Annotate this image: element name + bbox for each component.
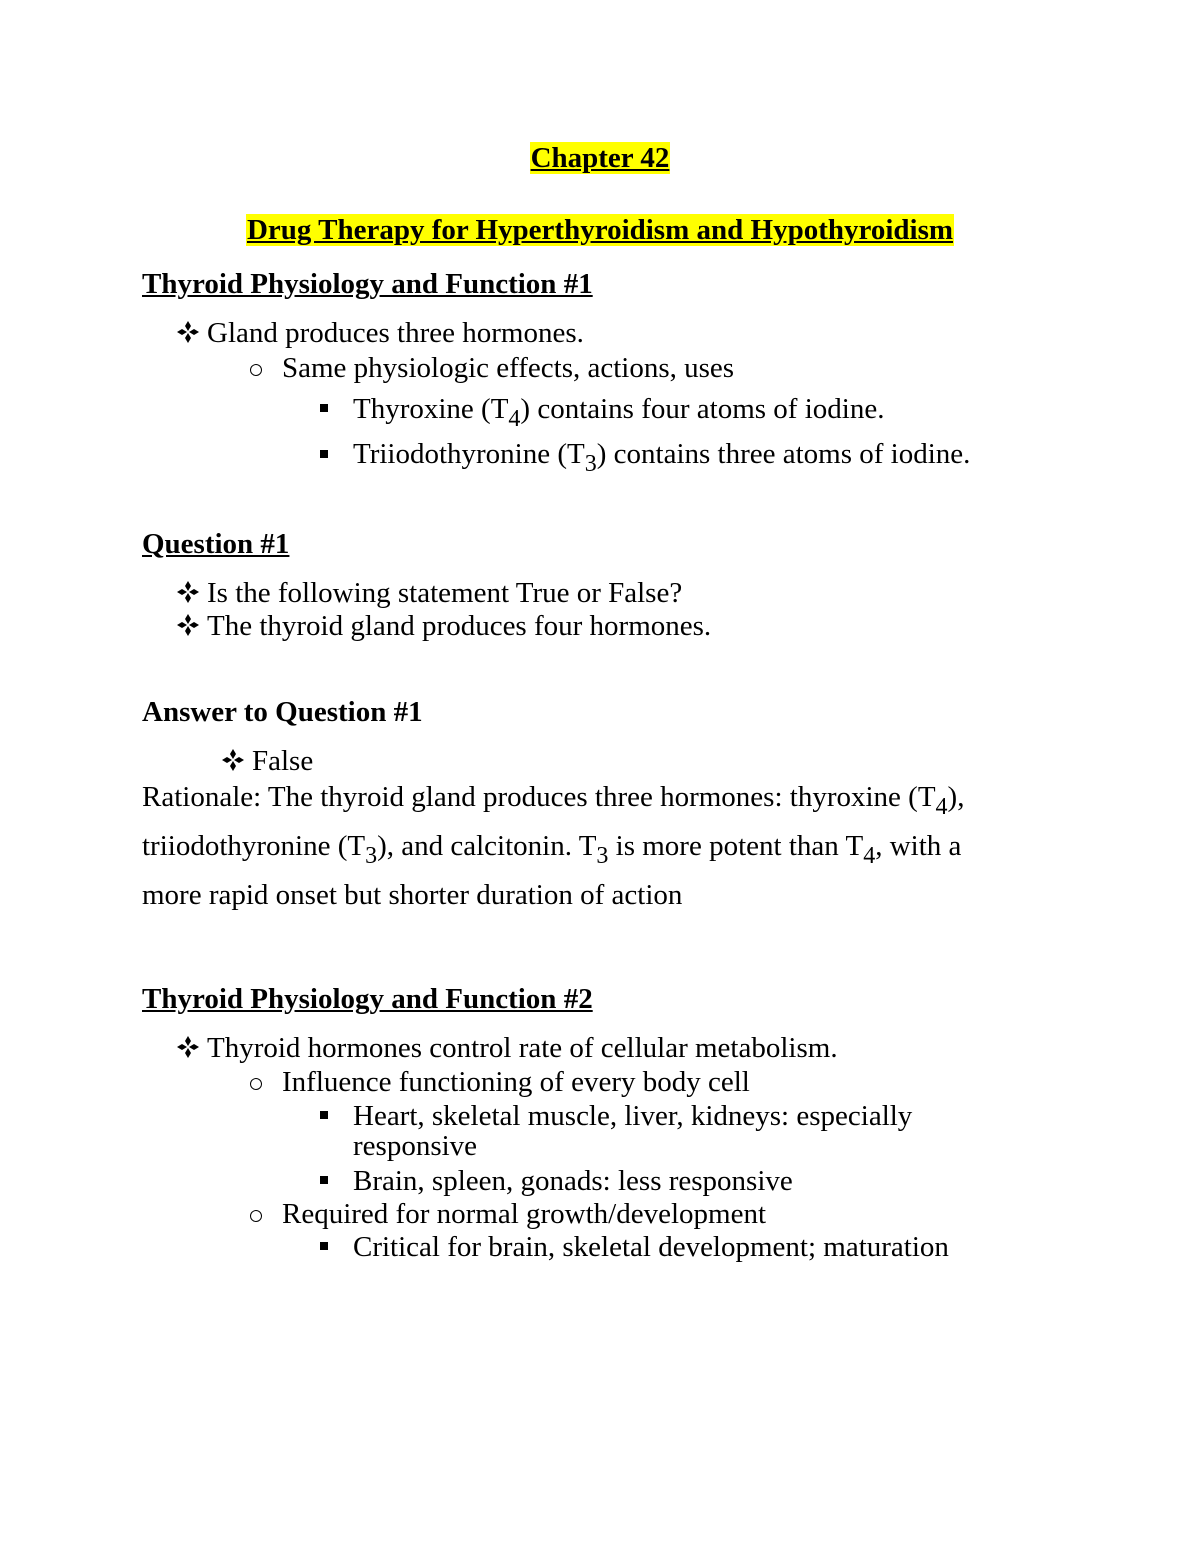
square-bullet-icon [320,1176,328,1184]
rationale-line3: more rapid onset but shorter duration of action [142,879,683,911]
document-subtitle [0,214,1200,247]
bullet-text: Thyroid hormones control rate of cellular metabolism. [207,1032,838,1064]
diamond-bullet-icon [177,614,199,636]
square-bullet-icon [320,450,328,458]
section2-heading: Thyroid Physiology and Function #2 [142,983,593,1015]
bullet-text: The thyroid gland produces four hormones. [207,610,712,642]
rationale-line1 [142,780,965,820]
circle-bullet-icon [250,1210,262,1222]
section2-bullet1 [177,1031,838,1065]
section2-item3: Critical for brain, skeletal development; maturation [353,1231,949,1263]
square-bullet-icon [320,1242,328,1250]
answer1-heading: Answer to Question #1 [142,696,423,728]
subscript: 4 [863,843,876,869]
item-text: ) contains four atoms of iodine. [520,393,885,425]
subscript: 4 [935,794,948,820]
section2-item2: Brain, spleen, gonads: less responsive [353,1165,793,1197]
section1-item1 [353,392,885,432]
diamond-bullet-icon [177,321,199,343]
section1-heading: Thyroid Physiology and Function #1 [142,268,593,300]
bullet-text: False [252,745,314,777]
rationale-text: ), and calcitonin. T [377,830,597,862]
square-bullet-icon [320,1111,328,1119]
section2-item1-line2: responsive [353,1130,478,1162]
answer1-bullet1 [222,744,313,778]
rationale-text: is more potent than T [608,830,864,862]
subscript: 3 [365,843,378,869]
rationale-text: Rationale: The thyroid gland produces three hormones: thyroxine (T [142,781,936,813]
subscript: 3 [584,451,597,477]
square-bullet-icon [320,404,328,412]
circle-bullet-icon [250,1078,262,1090]
item-text: Thyroxine (T [353,393,509,425]
rationale-text: , with a [875,830,962,862]
rationale-text: ), [947,781,965,813]
diamond-bullet-icon [177,581,199,603]
rationale-text: triiodothyronine (T [142,830,366,862]
chapter-title [0,142,1200,175]
question1-bullet2 [177,609,711,643]
section2-sub1: Influence functioning of every body cell [282,1066,750,1098]
item-text: ) contains three atoms of iodine. [596,438,971,470]
section2-item1-line1: Heart, skeletal muscle, liver, kidneys: especially [353,1100,913,1132]
diamond-bullet-icon [177,1036,199,1058]
chapter-title-text: Chapter 42 [530,142,670,174]
item-text: Triiodothyronine (T [353,438,585,470]
bullet-text: Gland produces three hormones. [207,317,584,349]
circle-bullet-icon [250,364,262,376]
rationale-line2 [142,829,962,869]
question1-heading: Question #1 [142,528,290,560]
subtitle-text: Drug Therapy for Hyperthyroidism and Hypothyroidism [246,214,954,246]
diamond-bullet-icon [222,749,244,771]
bullet-text: Is the following statement True or False? [207,577,683,609]
section1-sub1: Same physiologic effects, actions, uses [282,352,735,384]
question1-bullet1 [177,576,682,610]
section1-item2 [353,437,971,477]
subscript: 4 [508,406,521,432]
section2-sub2: Required for normal growth/development [282,1198,767,1230]
subscript: 3 [596,843,609,869]
section1-bullet1 [177,316,584,350]
